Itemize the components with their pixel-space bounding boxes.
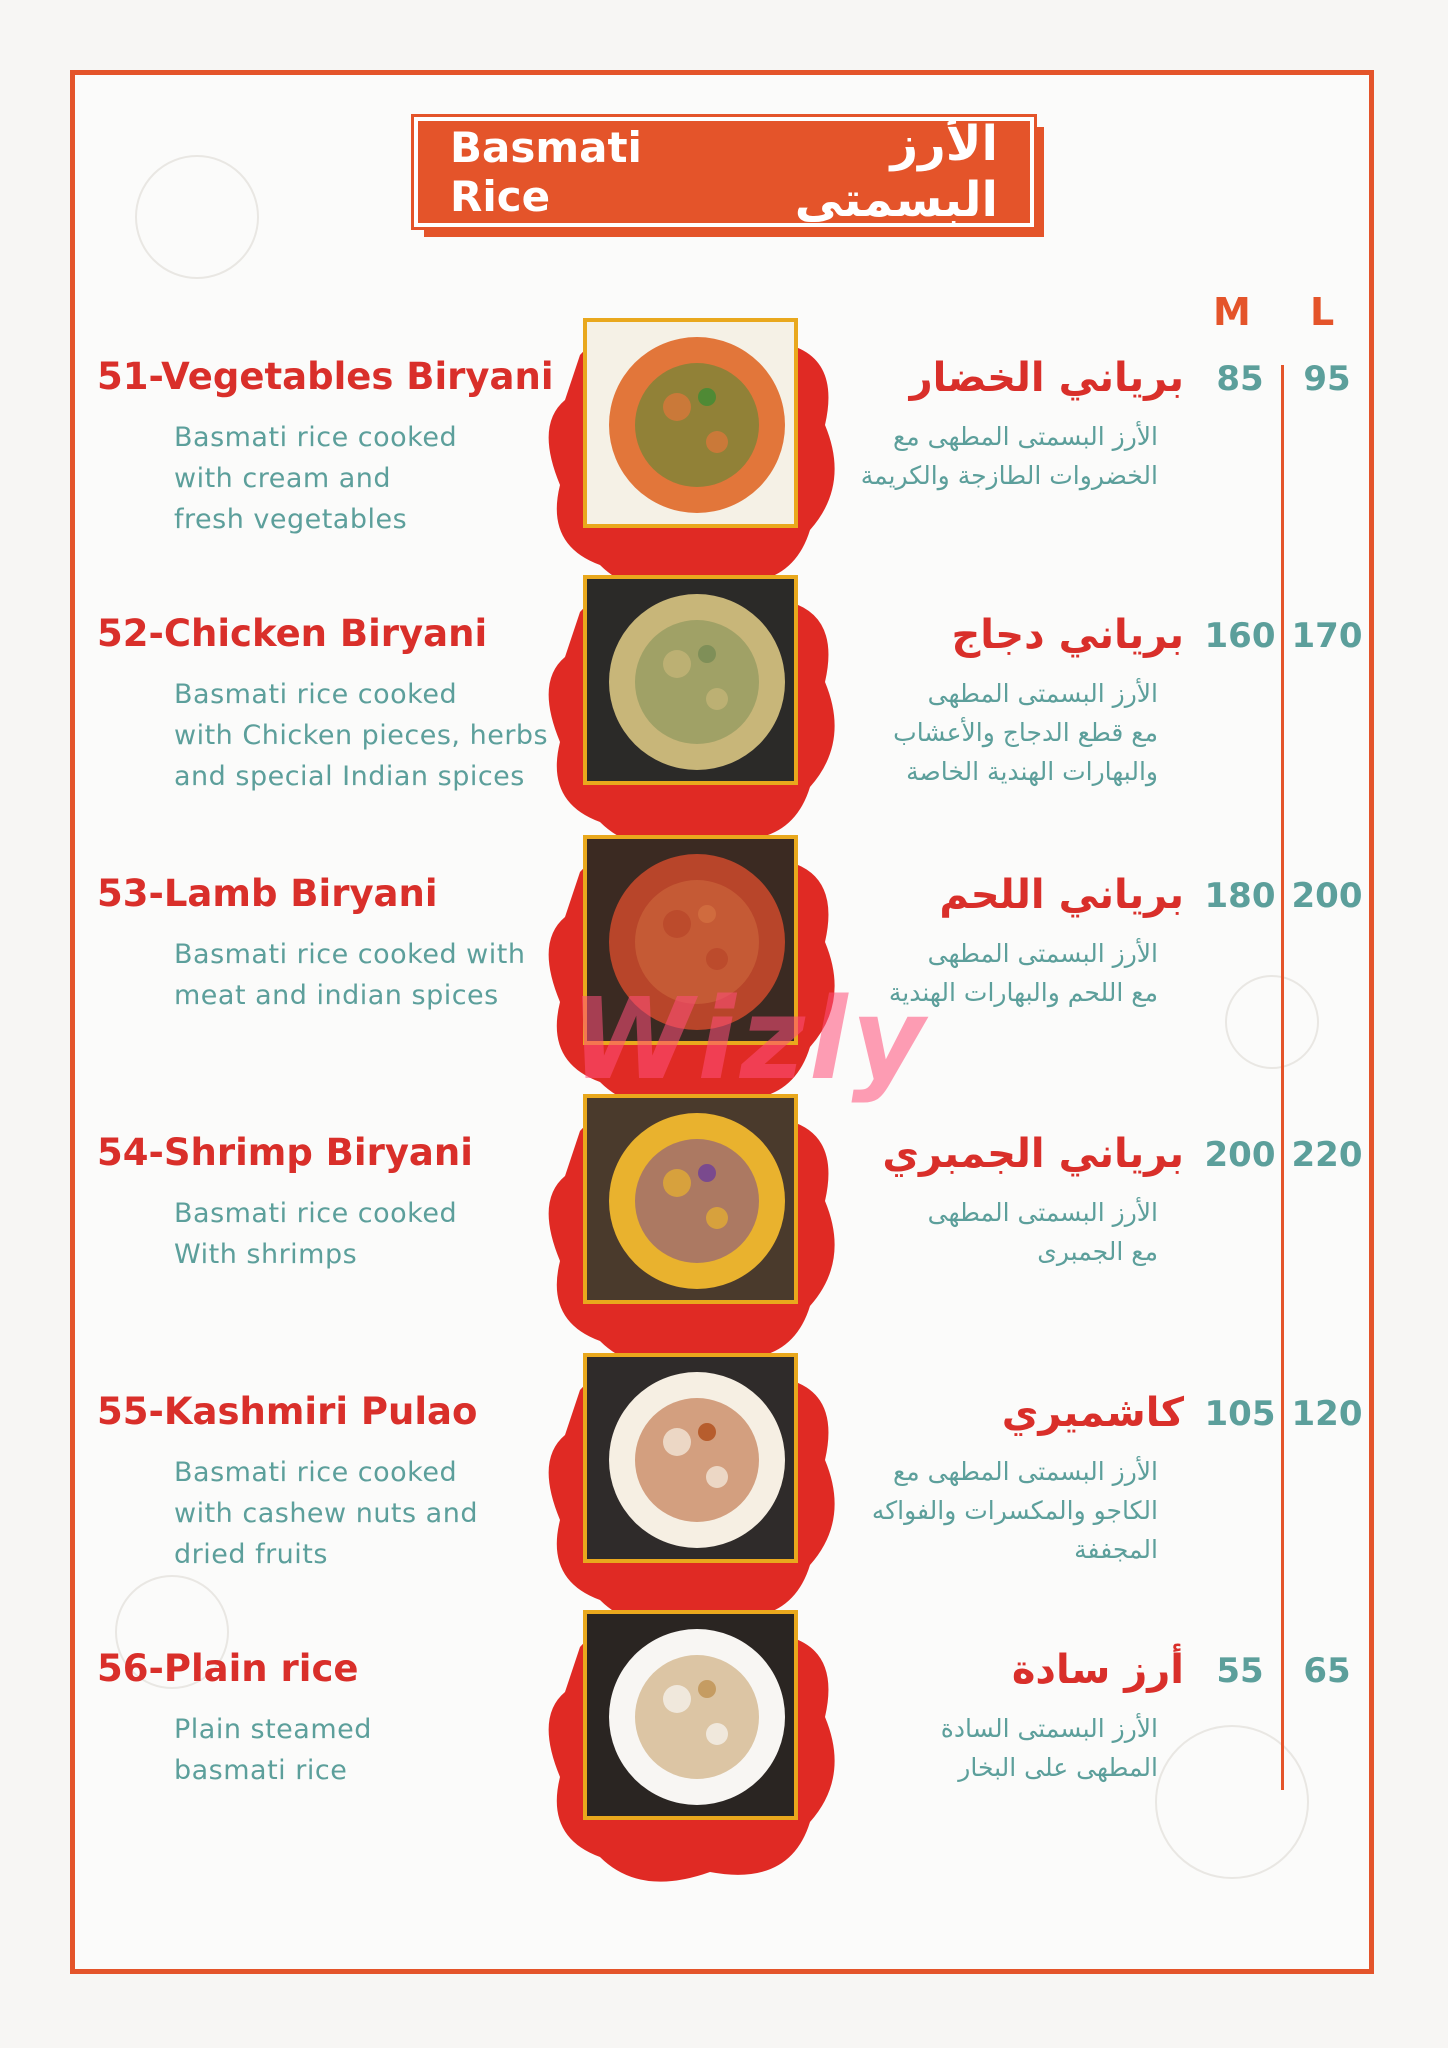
item-desc xyxy=(174,417,554,540)
price-m: 85 xyxy=(1216,359,1264,399)
dish-photo xyxy=(583,575,798,785)
size-l-label: L xyxy=(1310,290,1335,334)
item-desc-ar-line: الخضروات الطازجة والكريمة xyxy=(860,461,1158,490)
item-desc-ar xyxy=(828,1193,1158,1271)
menu-item xyxy=(0,355,1448,585)
item-desc-ar xyxy=(828,674,1158,791)
item-desc-ar-line: الأرز البسمتى المطهى مع xyxy=(892,1457,1158,1486)
item-desc-ar-line: مع الجمبرى xyxy=(1037,1237,1158,1266)
item-desc-ar-line: الأرز البسمتى السادة xyxy=(940,1714,1158,1743)
item-name-ar: برياني دجاج xyxy=(951,612,1184,658)
item-desc xyxy=(174,1193,554,1275)
item-desc-ar xyxy=(828,417,1158,495)
item-desc xyxy=(174,674,554,797)
item-desc-ar-line: الأرز البسمتى المطهى مع xyxy=(892,422,1158,451)
item-name: 55-Kashmiri Pulao xyxy=(97,1390,478,1433)
dish-photo xyxy=(583,1094,798,1304)
item-desc-ar-line: مع اللحم والبهارات الهندية xyxy=(888,978,1158,1007)
item-name: 51-Vegetables Biryani xyxy=(97,355,554,398)
item-name: 54-Shrimp Biryani xyxy=(97,1131,473,1174)
item-desc-line: Basmati rice cooked with xyxy=(174,939,526,970)
item-desc-ar-line: المجففة xyxy=(1074,1535,1158,1564)
section-header xyxy=(414,117,1044,237)
item-name-ar: برياني الخضار xyxy=(909,355,1184,401)
menu-item xyxy=(0,1390,1448,1620)
item-desc-ar-line: والبهارات الهندية الخاصة xyxy=(906,757,1158,786)
item-desc-line: With shrimps xyxy=(174,1239,358,1270)
price-l: 220 xyxy=(1291,1135,1363,1175)
item-desc-line: with cream and xyxy=(174,463,392,494)
price-m: 160 xyxy=(1204,616,1276,656)
item-desc-line: with Chicken pieces, herbs xyxy=(174,720,549,751)
item-name-ar: برياني اللحم xyxy=(939,872,1184,918)
price-l: 200 xyxy=(1291,876,1363,916)
item-desc-line: Basmati rice cooked xyxy=(174,1457,458,1488)
item-desc-ar-line: الأرز البسمتى المطهى xyxy=(927,939,1158,968)
item-name-ar: كاشميري xyxy=(1001,1390,1184,1436)
item-desc-ar-line: الكاجو والمكسرات والفواكه xyxy=(871,1496,1158,1525)
item-desc-ar xyxy=(828,1452,1158,1569)
item-desc xyxy=(174,1452,554,1575)
menu-item xyxy=(0,1647,1448,1877)
price-m: 55 xyxy=(1216,1651,1264,1691)
item-desc-ar-line: الأرز البسمتى المطهى xyxy=(927,1198,1158,1227)
item-desc-line: fresh vegetables xyxy=(174,504,408,535)
item-desc-ar xyxy=(828,1709,1158,1787)
item-name-ar: برياني الجمبري xyxy=(882,1131,1184,1177)
item-desc-line: dried fruits xyxy=(174,1539,328,1570)
item-name: 53-Lamb Biryani xyxy=(97,872,438,915)
item-name-ar: أرز سادة xyxy=(1011,1647,1184,1693)
dish-photo xyxy=(583,318,798,528)
item-desc-line: Basmati rice cooked xyxy=(174,679,458,710)
item-desc-line: Basmati rice cooked xyxy=(174,1198,458,1229)
section-title-en: Basmati Rice xyxy=(450,123,642,221)
item-desc-line: Basmati rice cooked xyxy=(174,422,458,453)
menu-item xyxy=(0,1131,1448,1361)
item-desc-ar-line: مع قطع الدجاج والأعشاب xyxy=(893,718,1158,747)
watermark: Wizly xyxy=(570,975,929,1105)
item-desc-line: basmati rice xyxy=(174,1755,348,1786)
price-m: 105 xyxy=(1204,1394,1276,1434)
item-name: 52-Chicken Biryani xyxy=(97,612,488,655)
price-l: 65 xyxy=(1303,1651,1351,1691)
item-desc-line: Plain steamed xyxy=(174,1714,372,1745)
size-m-label: M xyxy=(1213,290,1251,334)
item-desc-line: meat and indian spices xyxy=(174,980,499,1011)
price-l: 170 xyxy=(1291,616,1363,656)
price-m: 200 xyxy=(1204,1135,1276,1175)
dish-photo xyxy=(583,1610,798,1820)
item-desc xyxy=(174,1709,554,1791)
price-l: 95 xyxy=(1303,359,1351,399)
item-name: 56-Plain rice xyxy=(97,1647,359,1690)
item-desc-line: with cashew nuts and xyxy=(174,1498,478,1529)
section-title-ar: الأرز البسمتي xyxy=(794,116,998,228)
item-desc xyxy=(174,934,554,1016)
price-m: 180 xyxy=(1204,876,1276,916)
item-desc-line: and special Indian spices xyxy=(174,761,525,792)
dish-photo xyxy=(583,1353,798,1563)
item-desc-ar-line: المطهى على البخار xyxy=(958,1753,1158,1782)
menu-item xyxy=(0,612,1448,842)
item-desc-ar-line: الأرز البسمتى المطهى xyxy=(927,679,1158,708)
price-l: 120 xyxy=(1291,1394,1363,1434)
